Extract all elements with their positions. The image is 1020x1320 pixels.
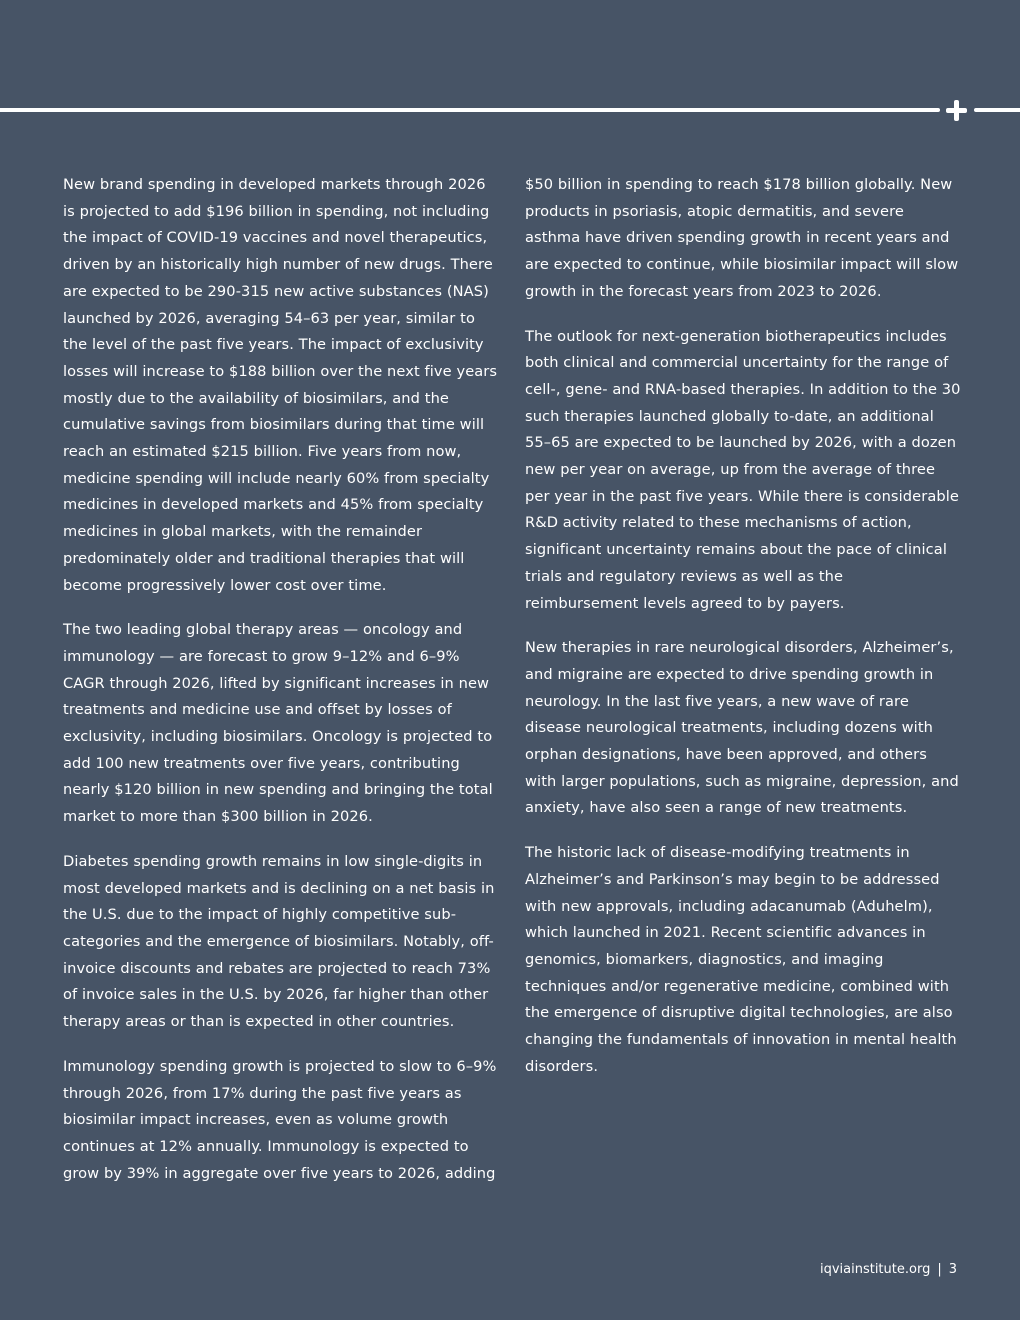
footer-site-link[interactable]: iqviainstitute.org (819, 1262, 931, 1277)
paragraph-immunology-continued: $50 billion in spending to reach $178 billion globally. New products in psoriasis, atopic dermatitis, and severe asthma have driven spending growth in recent years and are expected to continue, while biosimilar impact will slow growth in the forecast years from 2023 to 2026. (525, 176, 959, 300)
paragraph-alzheimers-parkinsons: The historic lack of disease-modifying treatments in Alzheimer’s and Parkinson’s may begin to be addressed with new approvals, including adacanumab (Aduhelm), which launched in 2021. Recent scientific advances in genomics, biomarkers, diagnostics, and imaging techniques and/or regenerative medicine, combined with the emergence of disruptive digital technologies, are also changing the fundamentals of innovation in mental health disorders. (525, 844, 957, 1075)
paragraph-neurology: New therapies in rare neurological disorders, Alzheimer’s, and migraine are expected to drive spending growth in neurology. In the last five years, a new wave of rare disease neurological treatments, including dozens with orphan designations, have been approved, and others with larger populations, such as migraine, depression, and anxiety, have also seen a range of new treatments. (525, 639, 959, 817)
page-footer (820, 1260, 957, 1280)
paragraph-diabetes: Diabetes spending growth remains in low single-digits in most developed markets and is declining on a net basis in the U.S. due to the impact of highly competitive sub-categories and the emergence of biosimilars. Notably, off-invoice discounts and rebates are projected to reach 73% of invoice sales in the U.S. by 2026, far higher than other therapy areas or than is expected in other countries. (63, 852, 495, 1031)
text-column-right (525, 172, 961, 1099)
text-column-left (63, 172, 498, 1205)
header-divider-line-end (974, 108, 1020, 112)
paragraph-next-gen-biotherapeutics: The outlook for next-generation biotherapeutics includes both clinical and commercial uncertainty for the range of cell-, gene- and RNA-based therapies. In addition to the 30 such therapies launched globally to-date, an additional 55–65 are expected to be launched by 2026, with a dozen new per year on average, up from the average of three per year in the past five years. While there is considerable R&D activity related to these mechanisms of action, significant uncertainty remains about the pace of clinical trials and regulatory reviews as well as the reimbursement levels agreed to by payers. (525, 327, 961, 612)
page-number: 3 (948, 1262, 957, 1277)
paragraph-oncology-immunology: The two leading global therapy areas — oncology and immunology — are forecast to grow 9–12% and 6–9% CAGR through 2026, lifted by significant increases in new treatments and medicine use and offset by losses of exclusivity, including biosimilars. Oncology is projected to add 100 new treatments over five years, contributing nearly $120 billion in new spending and bringing the total market to more than $300 billion in 2026. (63, 621, 493, 826)
paragraph-new-brand-spending: New brand spending in developed markets through 2026 is projected to add $196 billion in spending, not including the impact of COVID-19 vaccines and novel therapeutics, driven by an historically high number of new drugs. There are expected to be 290-315 new active substances (NAS) launched by 2026, averaging 54–63 per year, similar to the level of the past five years. The impact of exclusivity losses will increase to $188 billion over the next five years mostly due to the availability of biosimilars, and the cumulative savings from biosimilars during that time will reach an estimated $215 billion. Five years from now, medicine spending will include nearly 60% from specialty medicines in developed markets and 45% from specialty medicines in global markets, with the remainder predominately older and traditional therapies that will become progressively lower cost over time. (63, 176, 498, 594)
footer-separator: | (937, 1262, 942, 1277)
paragraph-immunology-growth: Immunology spending growth is projected to slow to 6–9% through 2026, from 17% during the past five years as biosimilar impact increases, even as volume growth continues at 12% annually. Immunology is expected to grow by 39% in aggregate over five years to 2026, adding (63, 1057, 497, 1182)
plus-icon (946, 100, 967, 121)
header-divider-line (0, 108, 940, 112)
